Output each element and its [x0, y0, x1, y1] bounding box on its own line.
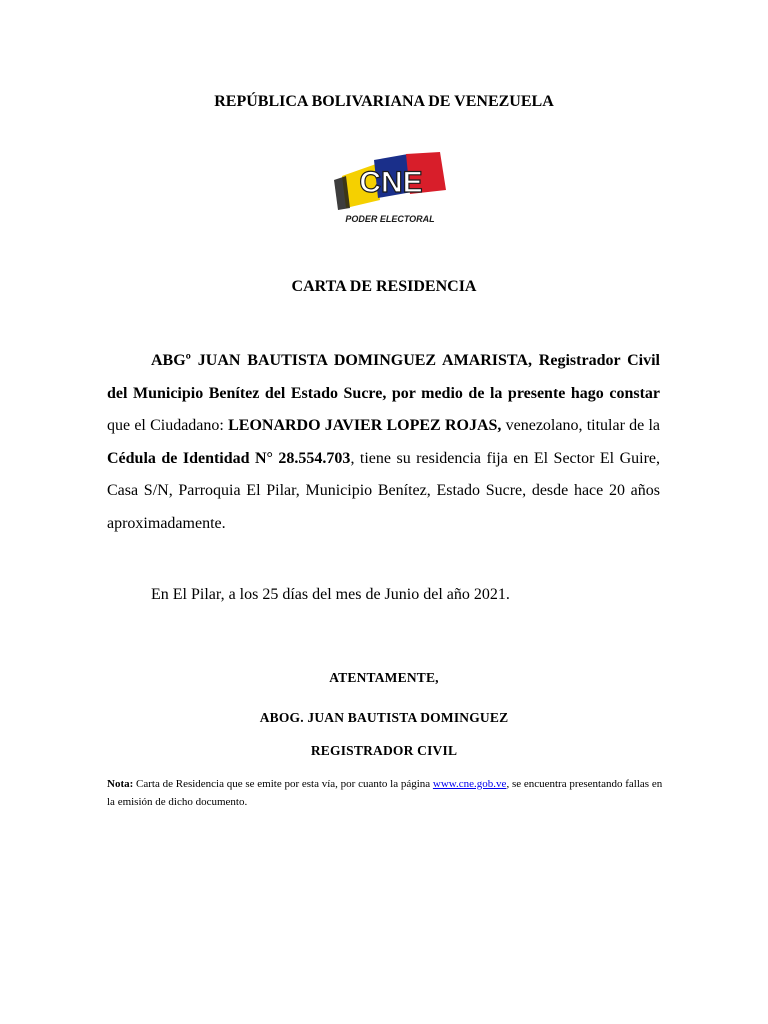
document-title: CARTA DE RESIDENCIA — [291, 278, 477, 295]
logo-caption: PODER ELECTORAL — [345, 214, 435, 224]
body-paragraph — [107, 345, 660, 540]
logo-acronym: CNE — [359, 166, 423, 199]
note-text-before: Carta de Residencia que se emite por esta vía, por cuanto la página — [133, 778, 433, 790]
cne-logo — [328, 150, 448, 226]
republica-heading: REPÚBLICA BOLIVARIANA DE VENEZUELA — [214, 93, 554, 110]
note-label: Nota: — [107, 778, 134, 790]
id-number: Cédula de Identidad N° 28.554.703 — [107, 449, 351, 467]
residence-text: , tiene su residencia fija en El Sector El Guire, Casa S/N, Parroquia El Pilar, Municipio Benítez, Estado Sucre, desde hace 20 años aproximadamente. — [107, 449, 661, 532]
signer-name: ABOG. JUAN BAUTISTA DOMINGUEZ — [259, 710, 509, 725]
signer-title: REGISTRADOR CIVIL — [310, 743, 458, 758]
note-text-after: , se encuentra presentando fallas en la emisión de dicho documento. — [107, 778, 663, 808]
cne-logo-icon — [328, 150, 448, 226]
registrar-statement: ABGº JUAN BAUTISTA DOMINGUEZ AMARISTA, Registrador Civil del Municipio Benítez del Estado Sucre, por medio de la presente hago constar — [107, 352, 660, 402]
citizen-name: LEONARDO JAVIER LOPEZ ROJAS, — [228, 417, 502, 434]
note — [107, 775, 667, 811]
nationality-text: venezolano, titular de la — [501, 417, 661, 434]
cne-website-link[interactable]: www.cne.gob.ve — [432, 778, 507, 790]
date-line: En El Pilar, a los 25 días del mes de Junio del año 2021. — [151, 586, 510, 603]
closing: ATENTAMENTE, — [329, 670, 439, 685]
citizen-intro: que el Ciudadano: — [107, 417, 229, 434]
